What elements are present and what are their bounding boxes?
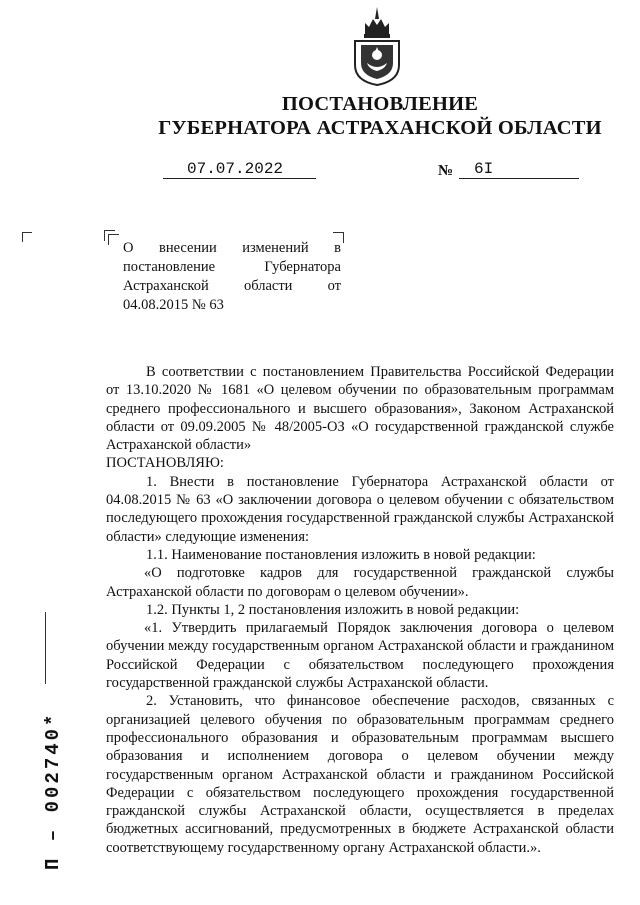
registry-code: П – 002740* [42, 711, 64, 870]
preamble-paragraph: В соответствии с постановлением Правительства Российской Федерации от 13.10.2020 № 1681 «О целевом обучении по образовательным программам среднего профессионального и высшего образования», Законом Астраханской области от 09.09.2005 № 48/2005-ОЗ «О государственной гражданской службе Астраханской области» [106, 364, 614, 454]
paragraph-1: 1. Внести в постановление Губернатора Астраханской области от 04.08.2015 № 63 «О заключении договора о целевом обучении с обязательством последующего прохождения государственной гражданской службы Астраханской области» следующие изменения: [106, 473, 614, 545]
document-body [106, 363, 614, 857]
decree-word: ПОСТАНОВЛЯЮ: [106, 455, 224, 472]
corner-mark [108, 234, 119, 245]
document-subject: О внесении изменений в постановление Губернатора Астраханской области от 04.08.2015 № 63 [123, 240, 341, 313]
number-underline [459, 178, 579, 179]
date-underline [163, 178, 316, 179]
document-number: 6I [474, 160, 494, 178]
document-title: ПОСТАНОВЛЕНИЕ [281, 93, 479, 115]
coat-of-arms-icon [351, 5, 403, 87]
paragraph-1-2: 1.2. Пункты 1, 2 постановления изложить в новой редакции: [146, 601, 520, 618]
number-label: № [438, 163, 454, 179]
new-title-paragraph: «О подготовке кадров для государственной гражданской службы Астраханской области по договорам о целевом обучении». [106, 565, 614, 600]
new-point-1: «1. Утвердить прилагаемый Порядок заключения договора о целевом обучении между государственным органом Астраханской области и гражданином Российской Федерации с обязательством последующего прохождения государственной гражданской службы Астраханской области. [106, 620, 614, 692]
side-rule [45, 612, 46, 684]
new-point-2: 2. Установить, что финансовое обеспечение расходов, связанных с организацией целевого обучения по образовательным программам среднего профессионального образования и образовательным программам высшего образования и исполнением договора о целевом обучении между государственным органом Астраханской области и гражданином Российской Федерации с обязательством последующего прохождения государственной гражданской службы Астраханской области, осуществляется в пределах бюджетных ассигнований, предусмотренных в бюджете Астраханской области соответствующему государственному органу Астраханской области.». [106, 693, 614, 856]
document-date: 07.07.2022 [187, 160, 284, 178]
corner-mark [22, 232, 32, 242]
document-issuer: ГУБЕРНАТОРА АСТРАХАНСКОЙ ОБЛАСТИ [158, 117, 602, 139]
paragraph-1-1: 1.1. Наименование постановления изложить в новой редакции: [146, 546, 536, 563]
